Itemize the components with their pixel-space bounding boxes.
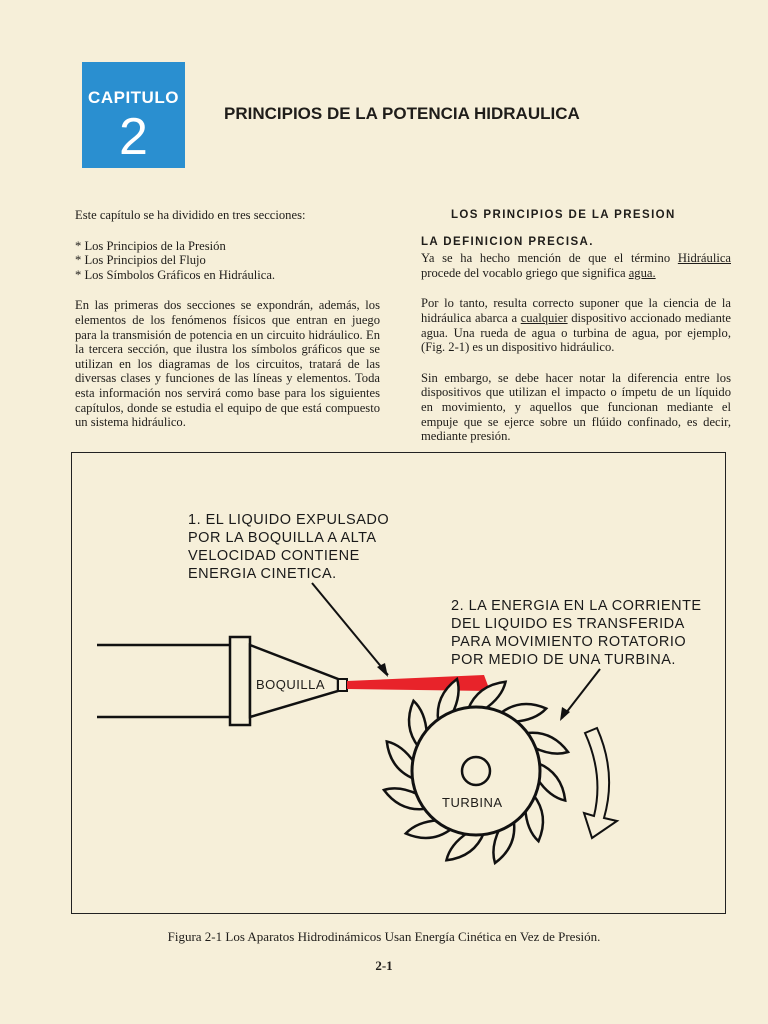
underlined-term: Hidráulica bbox=[677, 251, 731, 266]
label-turbine: TURBINA bbox=[442, 795, 503, 810]
body-paragraph: Por lo tanto, resulta correcto suponer que la ciencia de la hidráulica abarca a cualquier dispositivo accionado mediante agua. Una rueda de agua o turbina de agua, por ejemplo, (Fig. 2-1) es un dispositivo hidráulico. bbox=[421, 296, 731, 355]
chapter-number: 2 bbox=[119, 108, 148, 166]
label-nozzle: BOQUILLA bbox=[256, 677, 326, 692]
turbine-blade bbox=[537, 763, 565, 801]
figure-caption: Figura 2-1 Los Aparatos Hidrodinámicos Usan Energía Cinética en Vez de Presión. bbox=[167, 929, 601, 944]
section-list bbox=[75, 239, 380, 283]
callout-1-pointer bbox=[312, 583, 388, 675]
body-paragraph: Sin embargo, se debe hacer notar la diferencia entre los dispositivos que utilizan el impacto o ímpetu de un líquido en movimiento, y aquellos que funcionan mediante el empuje que se ejerce sobre un flúido confinado, es decir, mediante presión. bbox=[421, 370, 731, 444]
list-item: * Los Símbolos Gráficos en Hidráulica. bbox=[75, 267, 276, 282]
callout-kinetic-energy: 1. EL LIQUIDO EXPULSADO POR LA BOQUILLA A ALTA VELOCIDAD CONTIENE ENERGIA CINETICA. bbox=[188, 512, 390, 582]
turbine-hub bbox=[462, 757, 490, 785]
section-heading: LOS PRINCIPIOS DE LA PRESION bbox=[451, 209, 676, 221]
left-column bbox=[75, 208, 380, 446]
underlined-term: agua. bbox=[628, 265, 656, 280]
page-number: 2-1 bbox=[375, 958, 393, 973]
nozzle-tip bbox=[338, 679, 347, 691]
turbine-blade bbox=[446, 832, 484, 860]
underlined-term: cualquier bbox=[520, 310, 568, 325]
callout-energy-transfer: 2. LA ENERGIA EN LA CORRIENTE DEL LIQUIDO ES TRANSFERIDA PARA MOVIMIENTO ROTATORIO POR MEDIO DE UNA TURBINA. bbox=[451, 598, 702, 668]
chapter-label: CAPITULO bbox=[88, 88, 179, 107]
figure-2-1 bbox=[71, 452, 726, 914]
chapter-badge bbox=[82, 62, 185, 168]
right-column bbox=[421, 208, 731, 460]
turbine bbox=[384, 679, 568, 863]
page-title: PRINCIPIOS DE LA POTENCIA HIDRAULICA bbox=[224, 104, 580, 123]
intro-text: Este capítulo se ha dividido en tres secciones: bbox=[75, 208, 306, 222]
list-item: * Los Principios del Flujo bbox=[75, 253, 206, 268]
pipe-flange bbox=[230, 637, 250, 725]
rotation-arrow bbox=[584, 728, 617, 838]
body-paragraph: En las primeras dos secciones se expondrán, además, los elementos de los fenómenos físicos que entran en juego para la transmisión de potencia en un circuito hidráulico. En la tercera sección, que ilustra los símbolos gráficos que se utilizan en los diagramas de los circuitos, tratará de las diversas clases y funciones de las líneas y elementos. Toda esta información nos servirá como base para los siguientes capítulos, donde se estudia el equipo de que está compuesto un sistema hidráulico. bbox=[75, 298, 380, 430]
turbine-blade bbox=[387, 741, 415, 779]
body-paragraph: Ya se ha hecho mención de que el término Hidráulica procede del vocablo griego que significa agua. bbox=[421, 251, 731, 280]
list-item: * Los Principios de la Presión bbox=[75, 238, 226, 253]
liquid-jet bbox=[347, 675, 490, 691]
subheading: LA DEFINICION PRECISA. bbox=[421, 235, 594, 248]
